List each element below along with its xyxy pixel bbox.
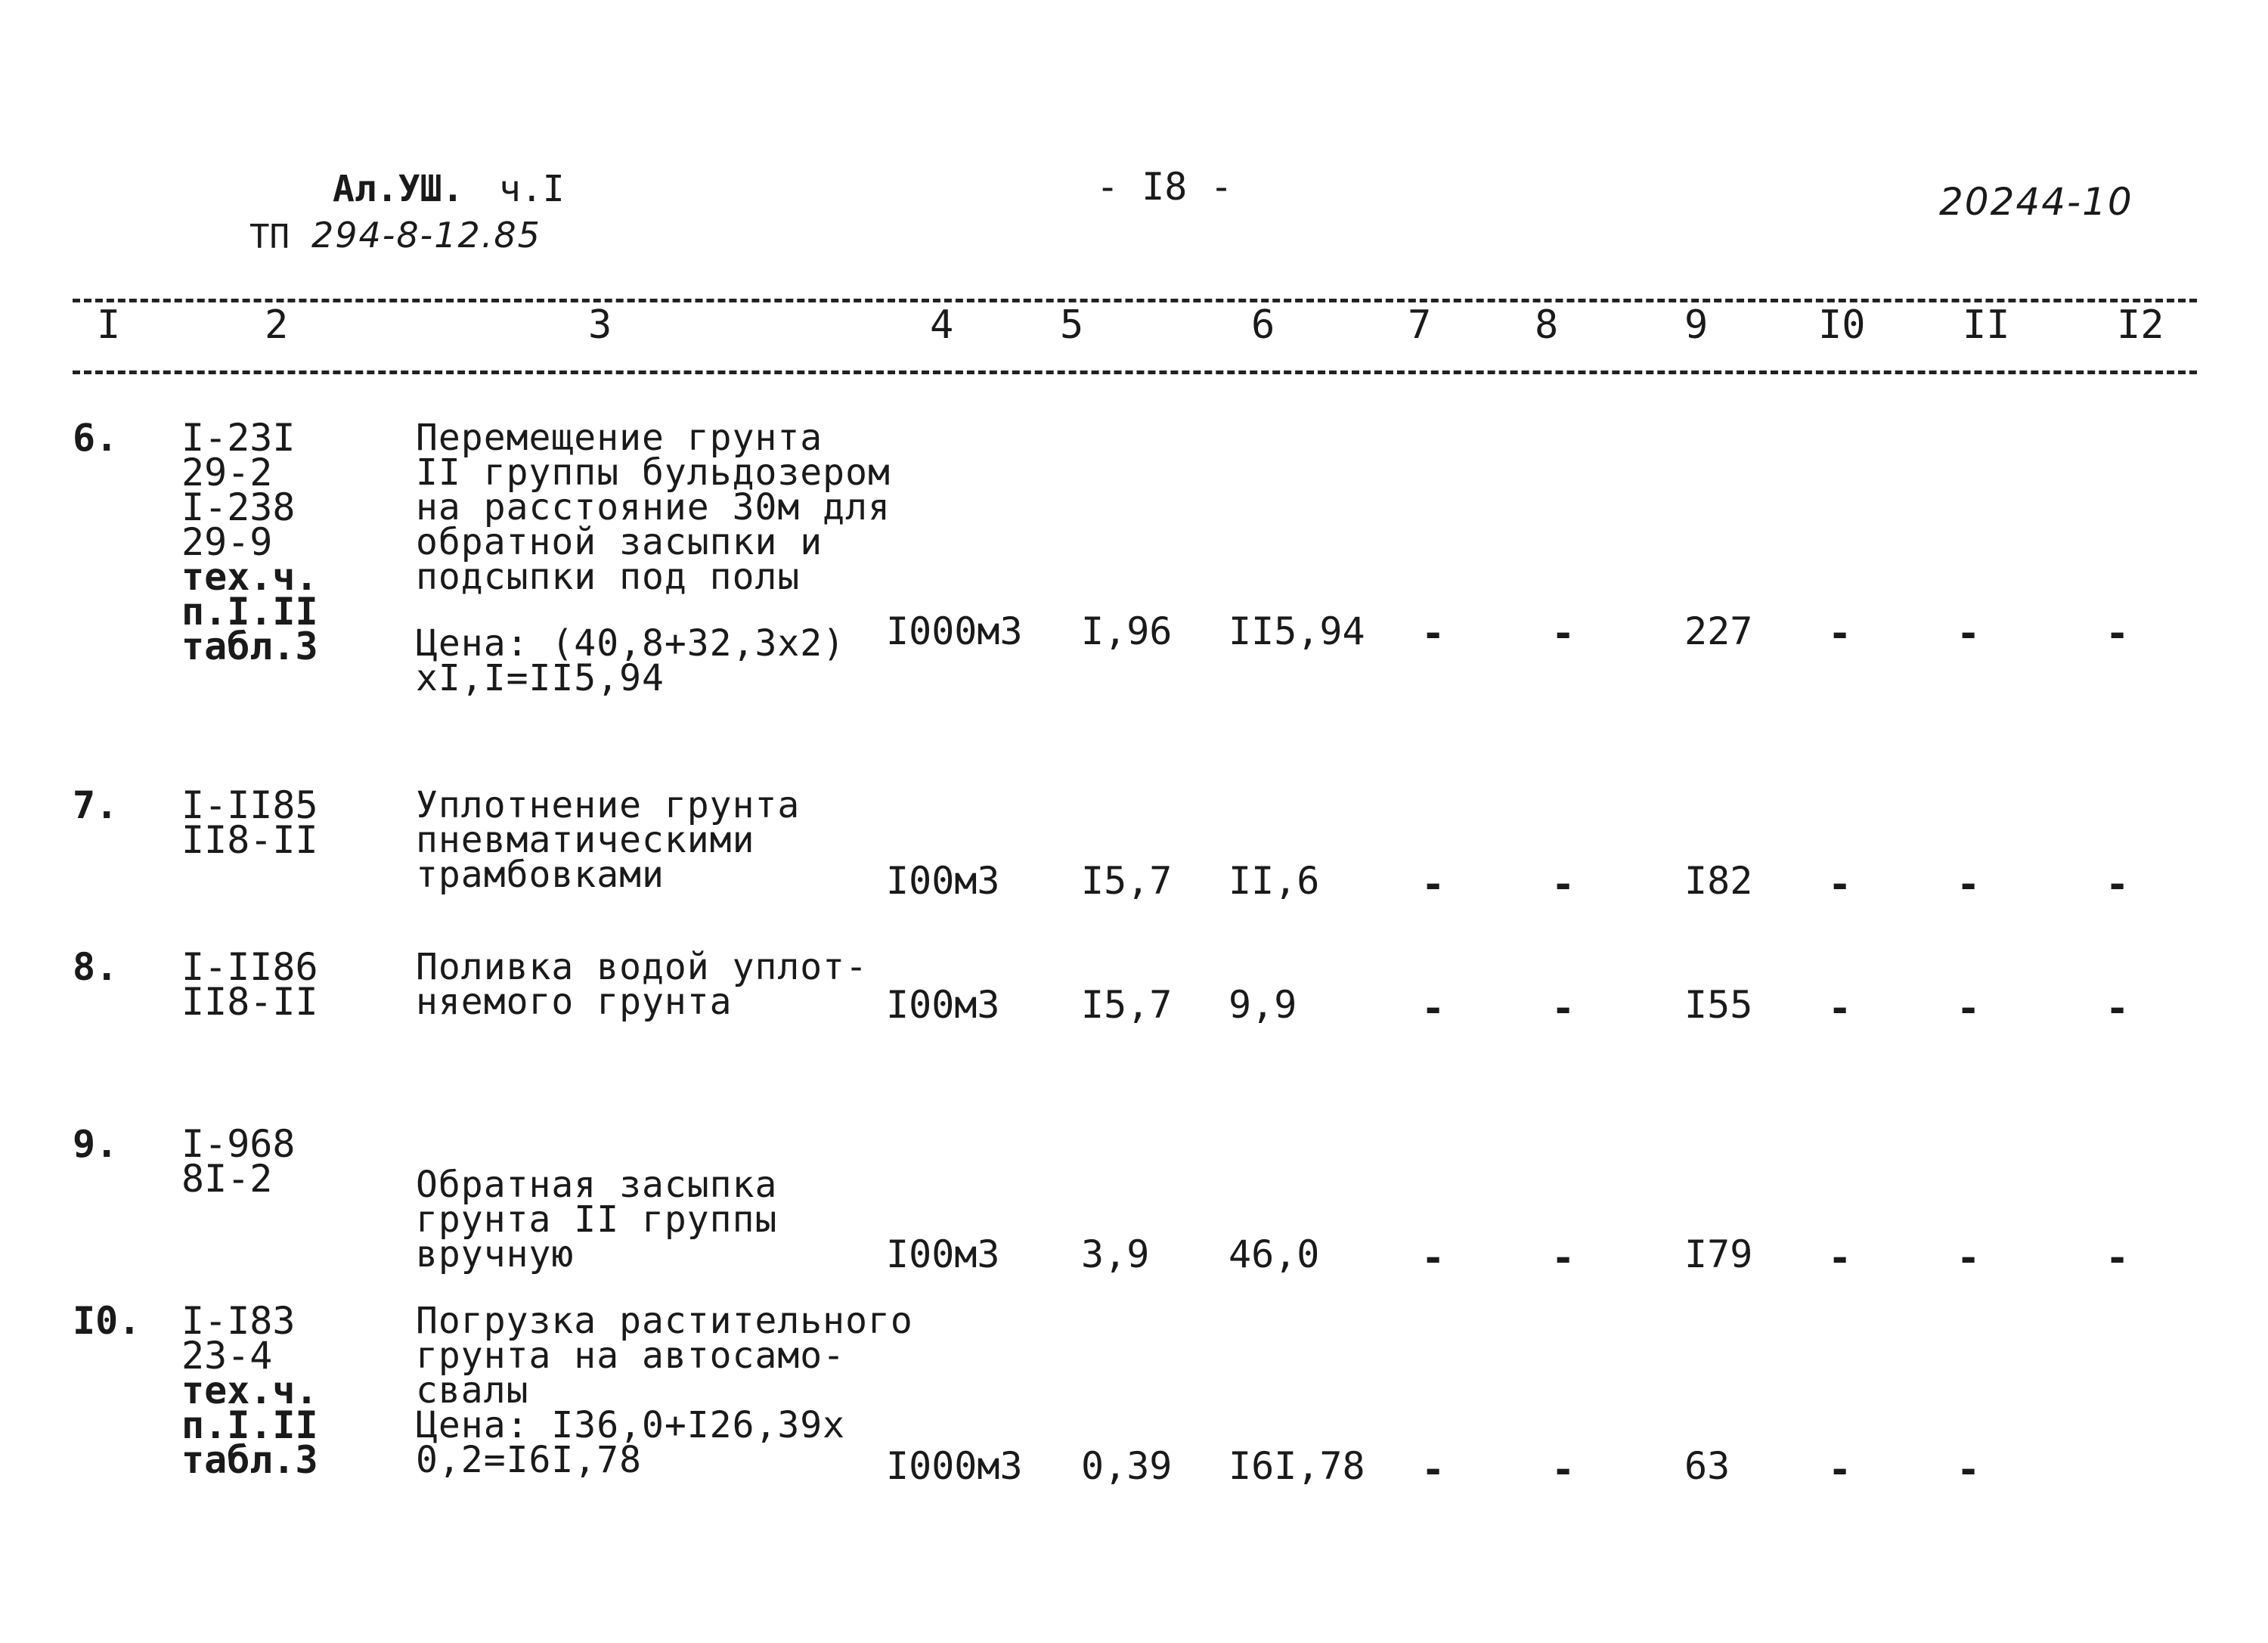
col-header-1: I: [97, 302, 121, 348]
row-number: 7.: [73, 783, 119, 827]
row-unit: I000м3: [886, 609, 1023, 653]
row-col9: 227: [1684, 609, 1753, 653]
row-quantity: 0,39: [1081, 1444, 1173, 1488]
row-price-formula: 0,2=I6I,78: [416, 1439, 642, 1481]
col-header-12: I2: [2117, 302, 2164, 348]
row-col7: -: [1421, 986, 1445, 1031]
row-code: I-II85: [181, 783, 318, 827]
row-col12: -: [2105, 986, 2130, 1031]
row-col7: -: [1421, 1235, 1445, 1281]
row-description: Поливка водой уплот-: [416, 946, 868, 988]
row-code: I-23I: [181, 416, 296, 460]
col-header-11: II: [1963, 302, 2010, 348]
row-unit: I00м3: [886, 983, 1000, 1027]
row-unit: I000м3: [886, 1444, 1023, 1488]
col-header-4: 4: [930, 302, 954, 348]
tp-number: 294-8-12.85: [311, 215, 541, 256]
col-header-2: 2: [265, 302, 289, 348]
row-col7: -: [1421, 862, 1445, 907]
row-description: грунта на автосамо-: [416, 1335, 846, 1377]
row-description: подсыпки под полы: [416, 556, 801, 598]
row-number: 8.: [73, 945, 119, 989]
row-col10: -: [1828, 1235, 1852, 1281]
row-col9: I82: [1684, 859, 1753, 903]
col-header-3: 3: [588, 302, 612, 348]
row-col8: -: [1551, 862, 1576, 907]
row-price: I6I,78: [1228, 1444, 1365, 1488]
row-code: 29-2: [181, 451, 273, 494]
row-price-formula: хI,I=II5,94: [416, 657, 665, 699]
row-description: пневматическими: [416, 819, 755, 861]
row-code: п.I.II: [181, 590, 318, 634]
row-col12: -: [2105, 611, 2130, 656]
row-col11: -: [1957, 986, 1981, 1031]
row-code: тех.ч.: [181, 555, 318, 599]
row-description: на расстояние 30м для: [416, 486, 891, 529]
row-description: Погрузка растительного: [416, 1300, 913, 1342]
row-description: Перемещение грунта: [416, 417, 823, 459]
row-description: вручную: [416, 1233, 575, 1276]
row-code: 23-4: [181, 1334, 273, 1378]
header-top-rule: [73, 299, 2197, 302]
row-number: 9.: [73, 1122, 119, 1166]
row-description: II группы бульдозером: [416, 451, 891, 494]
row-col7: -: [1421, 611, 1445, 656]
row-description: Уплотнение грунта: [416, 784, 801, 826]
row-quantity: I5,7: [1081, 859, 1173, 903]
row-quantity: I,96: [1081, 609, 1173, 653]
row-unit: I00м3: [886, 859, 1000, 903]
row-col10: -: [1828, 862, 1852, 907]
row-price-formula: Цена: I36,0+I26,39х: [416, 1404, 846, 1446]
row-description: обратной засыпки и: [416, 521, 823, 563]
row-col12: -: [2105, 862, 2130, 907]
row-description: няемого грунта: [416, 981, 733, 1023]
row-code: II8-II: [181, 818, 318, 862]
row-code: 29-9: [181, 520, 273, 564]
page-number: - I8 -: [1096, 165, 1233, 209]
row-col10: -: [1828, 1447, 1852, 1493]
row-col8: -: [1551, 1447, 1576, 1493]
row-col7: -: [1421, 1447, 1445, 1493]
row-col11: -: [1957, 1447, 1981, 1493]
tp-prefix: ТП: [249, 218, 290, 256]
row-col10: -: [1828, 986, 1852, 1031]
part-label: ч.I: [499, 168, 565, 210]
row-number: I0.: [73, 1299, 141, 1343]
row-unit: I00м3: [886, 1232, 1000, 1276]
row-col10: -: [1828, 611, 1852, 656]
col-header-5: 5: [1060, 302, 1084, 348]
row-col11: -: [1957, 611, 1981, 656]
row-col9: I55: [1684, 983, 1753, 1027]
row-description: Обратная засыпка: [416, 1164, 778, 1206]
row-code: табл.3: [181, 625, 318, 668]
row-code: тех.ч.: [181, 1369, 318, 1412]
row-code: I-I83: [181, 1299, 296, 1343]
row-code: I-968: [181, 1122, 296, 1166]
row-code: I-II86: [181, 945, 318, 989]
album-label: Ал.УШ.: [333, 168, 464, 210]
row-col8: -: [1551, 611, 1576, 656]
col-header-10: I0: [1818, 302, 1866, 348]
row-col12: -: [2105, 1235, 2130, 1281]
doc-code: 20244-10: [1939, 180, 2133, 224]
row-price: 9,9: [1228, 983, 1297, 1027]
row-code: 8I-2: [181, 1157, 273, 1201]
row-price: II5,94: [1228, 609, 1365, 653]
col-header-8: 8: [1535, 302, 1559, 348]
col-header-7: 7: [1408, 302, 1432, 348]
row-col11: -: [1957, 1235, 1981, 1281]
row-code: I-238: [181, 485, 296, 529]
col-header-9: 9: [1684, 302, 1709, 348]
row-description: грунта II группы: [416, 1198, 778, 1241]
row-code: п.I.II: [181, 1403, 318, 1447]
row-col11: -: [1957, 862, 1981, 907]
row-code: табл.3: [181, 1438, 318, 1482]
row-code: II8-II: [181, 980, 318, 1024]
header-bottom-rule: [73, 370, 2197, 374]
row-price-formula: Цена: (40,8+32,3х2): [416, 622, 846, 665]
row-col8: -: [1551, 1235, 1576, 1281]
row-col9: I79: [1684, 1232, 1753, 1276]
row-col8: -: [1551, 986, 1576, 1031]
row-quantity: I5,7: [1081, 983, 1173, 1027]
row-number: 6.: [73, 416, 119, 460]
row-col9: 63: [1684, 1444, 1730, 1488]
row-quantity: 3,9: [1081, 1232, 1150, 1276]
row-price: 46,0: [1228, 1232, 1320, 1276]
col-header-6: 6: [1251, 302, 1275, 348]
row-price: II,6: [1228, 859, 1320, 903]
row-description: свалы: [416, 1369, 529, 1412]
row-description: трамбовками: [416, 854, 665, 896]
